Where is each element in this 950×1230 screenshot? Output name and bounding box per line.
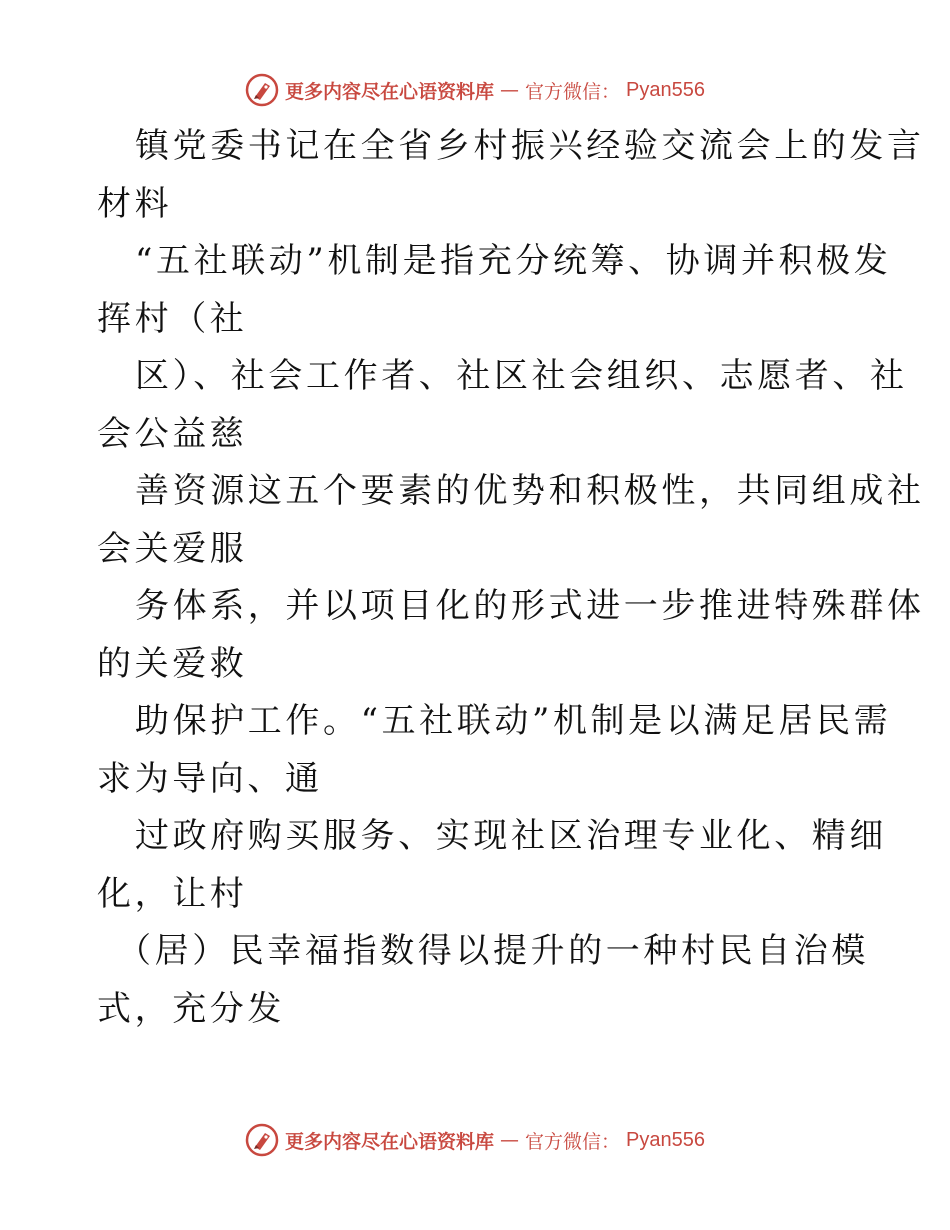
document-title-line-2: 材料	[97, 183, 173, 224]
paragraph-line: 挥村（社	[97, 298, 248, 339]
paragraph-line: 求为导向、通	[97, 758, 323, 799]
paragraph-line: 过政府购买服务、实现社区治理专业化、精细	[135, 816, 887, 856]
paragraph-line: 化，让村	[97, 873, 248, 914]
pen-nib-logo-icon	[245, 73, 279, 107]
watermark-wechat-id: Pyan556	[626, 78, 705, 101]
watermark-wechat-label: 官方微信：	[525, 80, 621, 103]
watermark-site-text: 更多内容尽在心语资料库	[285, 80, 495, 103]
paragraph-line: 助保护工作。“五社联动”机制是以满足居民需	[135, 701, 892, 741]
watermark-wechat-id: Pyan556	[626, 1128, 705, 1151]
paragraph-line: 善资源这五个要素的优势和积极性，共同组成社	[135, 471, 925, 511]
footer-watermark	[0, 1120, 950, 1160]
paragraph-line: 区）、社会工作者、社区社会组织、志愿者、社	[135, 356, 908, 396]
watermark-group	[245, 73, 705, 107]
paragraph-line: “五社联动”机制是指充分统筹、协调并积极发	[135, 241, 892, 281]
watermark-site-text: 更多内容尽在心语资料库	[285, 1130, 495, 1153]
paragraph-line: （居）民幸福指数得以提升的一种村民自治模	[117, 931, 869, 971]
paragraph-line: 的关爱救	[97, 643, 248, 684]
document-title-line-1: 镇党委书记在全省乡村振兴经验交流会上的发言	[135, 126, 925, 166]
watermark-group	[245, 1123, 705, 1157]
watermark-separator: —	[500, 1129, 520, 1151]
paragraph-line: 会公益慈	[97, 413, 248, 454]
watermark-separator: —	[500, 79, 520, 101]
paragraph-line: 式，充分发	[97, 988, 285, 1029]
header-watermark	[0, 70, 950, 110]
pen-nib-logo-icon	[245, 1123, 279, 1157]
watermark-wechat-label: 官方微信：	[525, 1130, 621, 1153]
document-body	[97, 118, 925, 1038]
paragraph-line: 务体系，并以项目化的形式进一步推进特殊群体	[135, 586, 925, 626]
paragraph-line: 会关爱服	[97, 528, 248, 569]
